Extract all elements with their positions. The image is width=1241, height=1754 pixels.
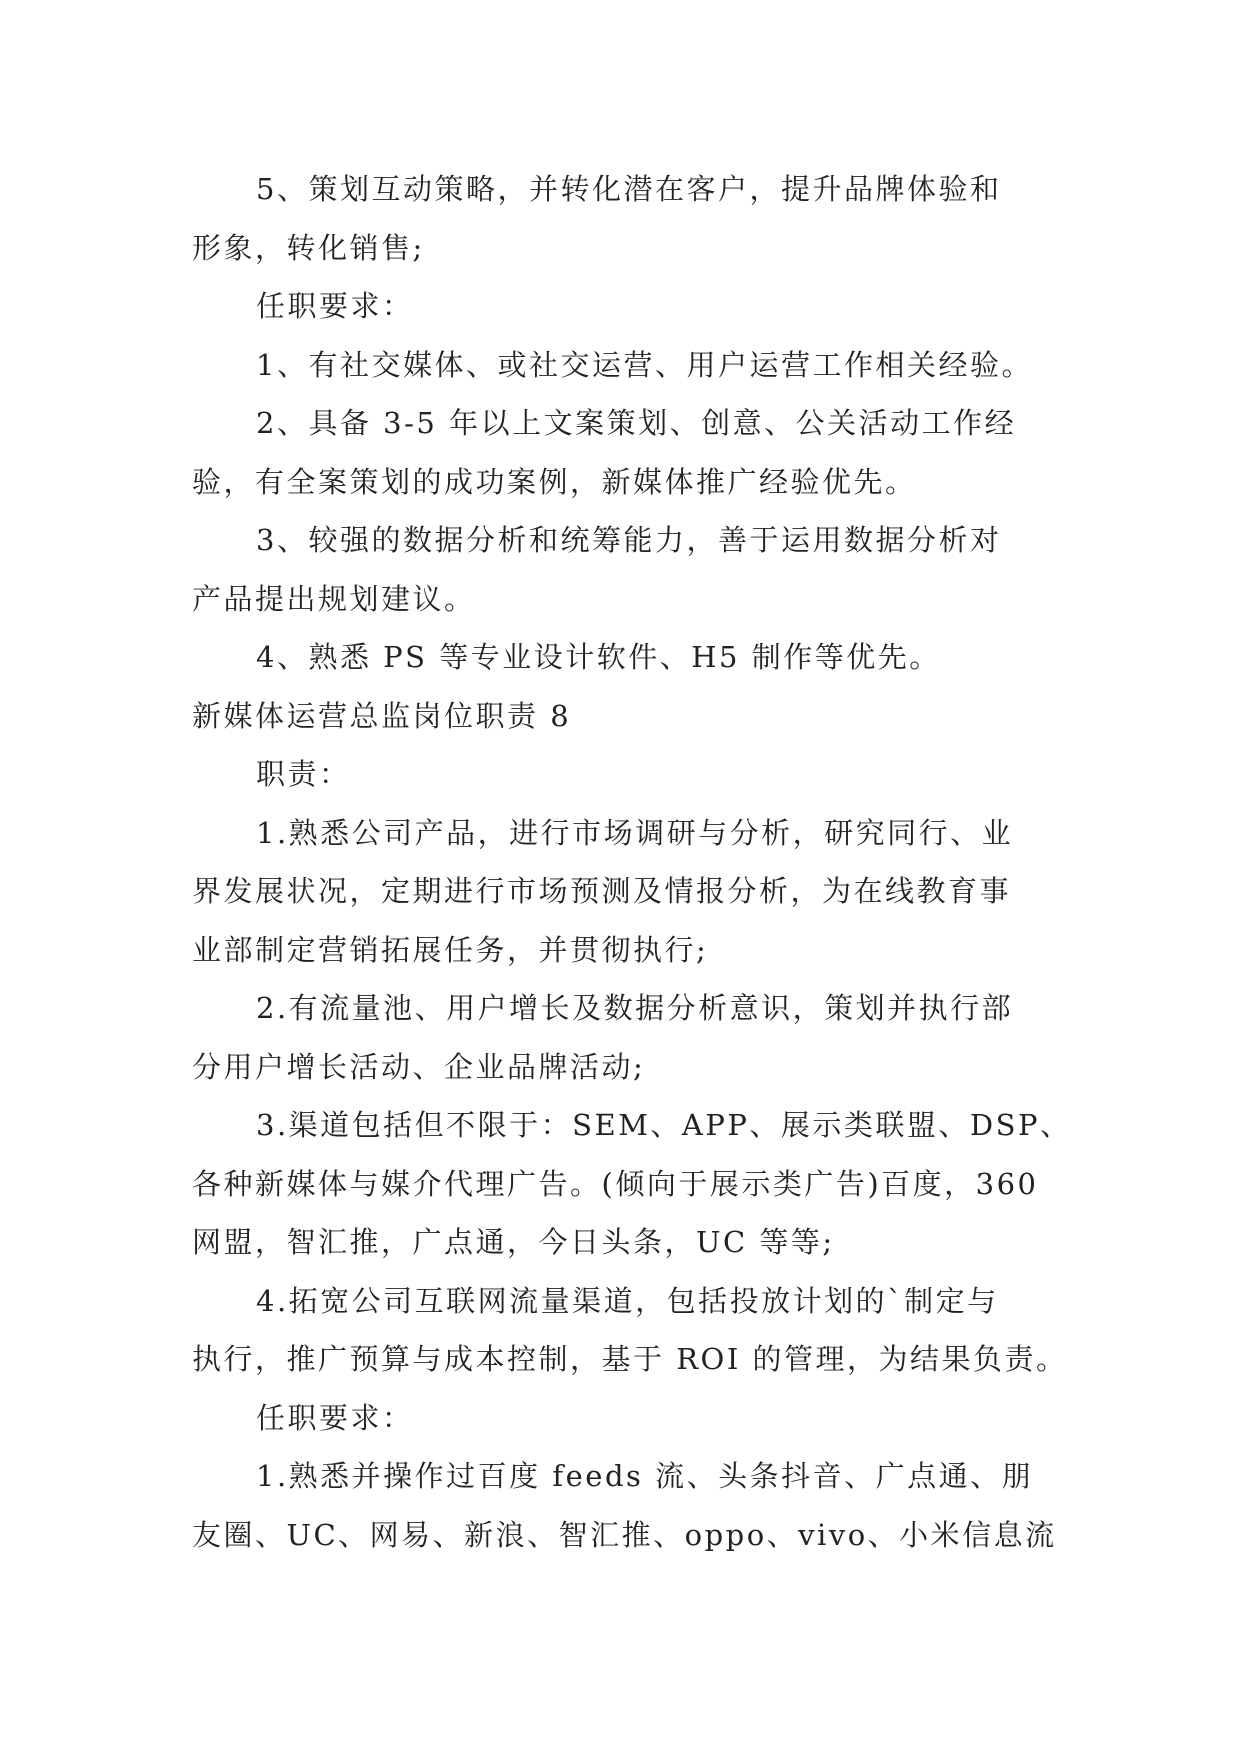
paragraph-line: 2.有流量池、用户增长及数据分析意识，策划并执行部 <box>256 991 1014 1025</box>
paragraph-line: 执行，推广预算与成本控制，基于 ROI 的管理，为结果负责。 <box>192 1342 1068 1376</box>
paragraph-line: 产品提出规划建议。 <box>192 581 476 616</box>
paragraph-line: 分用户增长活动、企业品牌活动; <box>192 1049 646 1084</box>
paragraph-line: 1.熟悉并操作过百度 feeds 流、头条抖音、广点通、朋 <box>256 1459 1034 1493</box>
paragraph-line: 各种新媒体与媒介代理广告。(倾向于展示类广告)百度，360 <box>192 1166 1039 1201</box>
document-body <box>192 160 1072 1564</box>
section-heading: 任职要求： <box>256 1400 414 1435</box>
paragraph-line: 界发展状况，定期进行市场预测及情报分析，为在线教育事 <box>192 874 1012 908</box>
paragraph-line: 网盟，智汇推，广点通，今日头条，UC 等等; <box>192 1225 835 1259</box>
paragraph-line: 1.熟悉公司产品，进行市场调研与分析，研究同行、业 <box>256 815 1014 850</box>
document-title: 新媒体运营总监岗位职责 8 <box>192 698 572 733</box>
paragraph-line: 1、有社交媒体、或社交运营、用户运营工作相关经验。 <box>256 347 1033 382</box>
paragraph-line: 友圈、UC、网易、新浪、智汇推、oppo、vivo、小米信息流 <box>192 1517 1057 1552</box>
paragraph-line: 3、较强的数据分析和统筹能力，善于运用数据分析对 <box>256 523 1002 557</box>
paragraph-line: 4、熟悉 PS 等专业设计软件、H5 制作等优先。 <box>256 640 941 674</box>
section-heading: 任职要求： <box>256 289 414 323</box>
paragraph-line: 验，有全案策划的成功案例，新媒体推广经验优先。 <box>192 464 917 499</box>
paragraph-line: 3.渠道包括但不限于：SEM、APP、展示类联盟、DSP、 <box>256 1108 1072 1142</box>
paragraph-line: 业部制定营销拓展任务，并贯彻执行; <box>192 932 709 967</box>
paragraph-line: 4.拓宽公司互联网流量渠道，包括投放计划的`制定与 <box>256 1283 999 1318</box>
section-heading: 职责： <box>256 757 351 791</box>
paragraph-line: 5、策划互动策略，并转化潜在客户，提升品牌体验和 <box>256 172 1002 206</box>
paragraph-line: 2、具备 3-5 年以上文案策划、创意、公关活动工作经 <box>256 406 1017 440</box>
paragraph-line: 形象，转化销售; <box>192 230 425 265</box>
